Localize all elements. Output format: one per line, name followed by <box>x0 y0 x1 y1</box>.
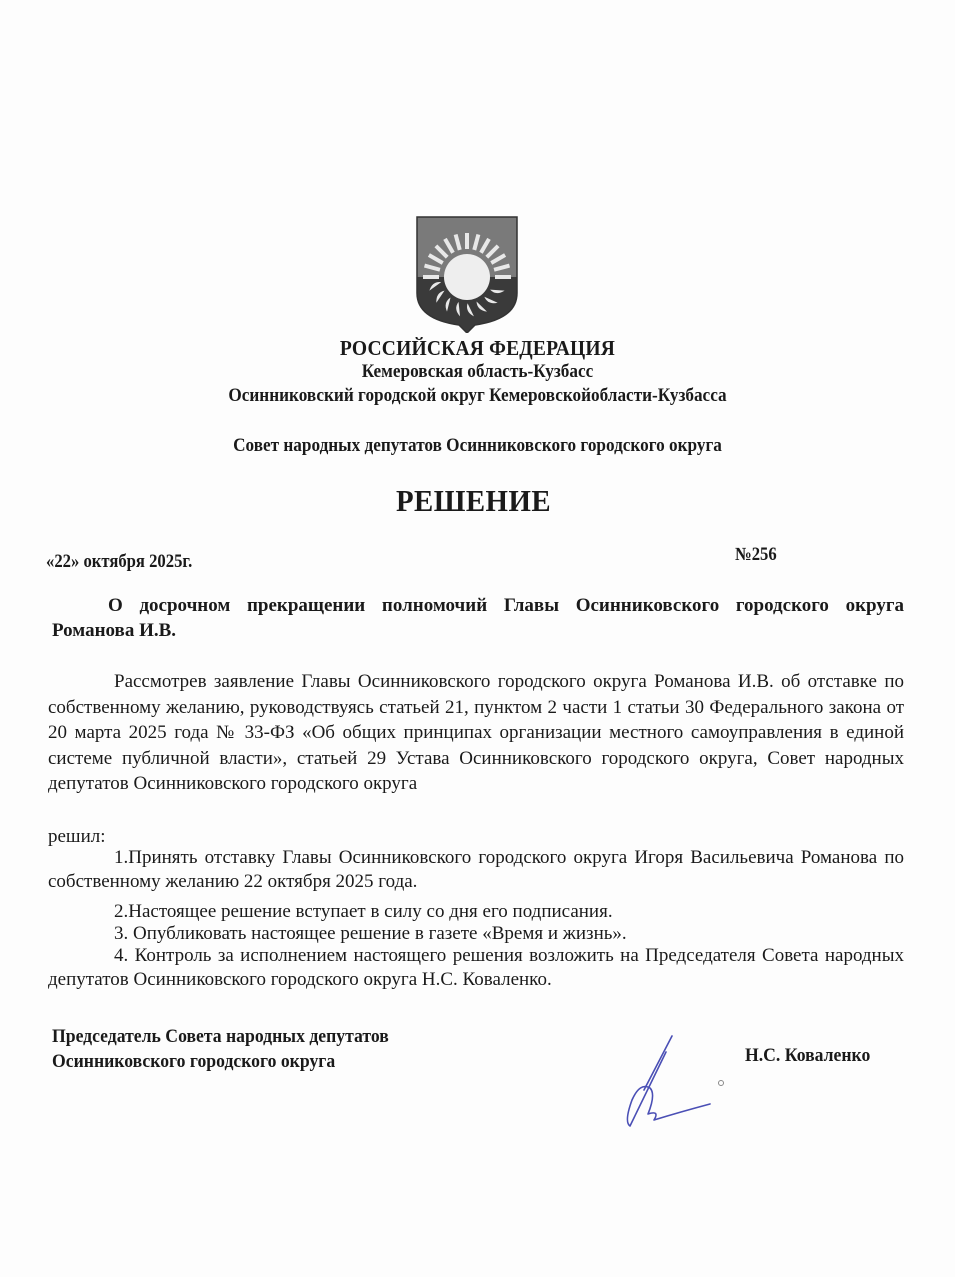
preamble-text: Рассмотрев заявление Главы Осинниковского городского округа Романова И.В. об отставке по собственному желанию, руководствуясь статьей 21, пунктом 2 части 1 статьи 30 Федерального закона от 20 марта 2025 года № 33-ФЗ «Об общих принципах организации местного самоуправления в единой системе публичной власти», статьей 29 Устава Осинниковского городского округа, Совет народных депутатов Осинниковского городского округа <box>48 671 904 794</box>
stray-mark <box>718 1080 724 1086</box>
decision-item-text: 1.Принять отставку Главы Осинниковского городского округа Игоря Васильевича Романова по собственному желанию 22 октября 2025 года. <box>48 847 904 892</box>
signatory-position-line2: Осинниковского городского округа <box>52 1051 336 1072</box>
subject-text: О досрочном прекращении полномочий Главы Осинниковского городского округа Романова И.В. <box>52 595 904 641</box>
decision-item-3 <box>48 922 904 946</box>
decision-item-1 <box>48 846 904 894</box>
header-country: РОССИЙСКАЯ ФЕДЕРАЦИЯ <box>339 336 616 360</box>
document-subject <box>52 593 904 643</box>
document-number: №256 <box>735 545 777 565</box>
signatory-position-line1: Председатель Совета народных депутатов <box>52 1026 389 1047</box>
decided-label: решил: <box>48 826 106 847</box>
decision-item-text: 4. Контроль за исполнением настоящего решения возложить на Председателя Совета народных депутатов Осинниковского городского округа Н.С. Коваленко. <box>48 945 904 990</box>
handwritten-signature <box>610 1030 730 1130</box>
decision-item-2 <box>48 900 904 924</box>
document-date: «22» октября 2025г. <box>46 552 193 572</box>
decision-item-text: 2.Настоящее решение вступает в силу со дня его подписания. <box>114 901 613 922</box>
header-district: Осинниковский городской округ Кемеровскойобласти-Кузбасса <box>228 386 727 406</box>
document-title: РЕШЕНИЕ <box>395 483 552 518</box>
decision-item-4 <box>48 944 904 992</box>
header-region: Кемеровская область-Кузбасс <box>361 362 594 382</box>
preamble-paragraph <box>48 669 904 797</box>
coat-of-arms-icon <box>415 215 519 333</box>
decision-item-text: 3. Опубликовать настоящее решение в газете «Время и жизнь». <box>114 923 627 944</box>
signatory-name: Н.С. Коваленко <box>745 1045 871 1066</box>
signatory-position <box>52 1024 389 1074</box>
header-council: Совет народных депутатов Осинниковского городского округа <box>233 436 722 456</box>
